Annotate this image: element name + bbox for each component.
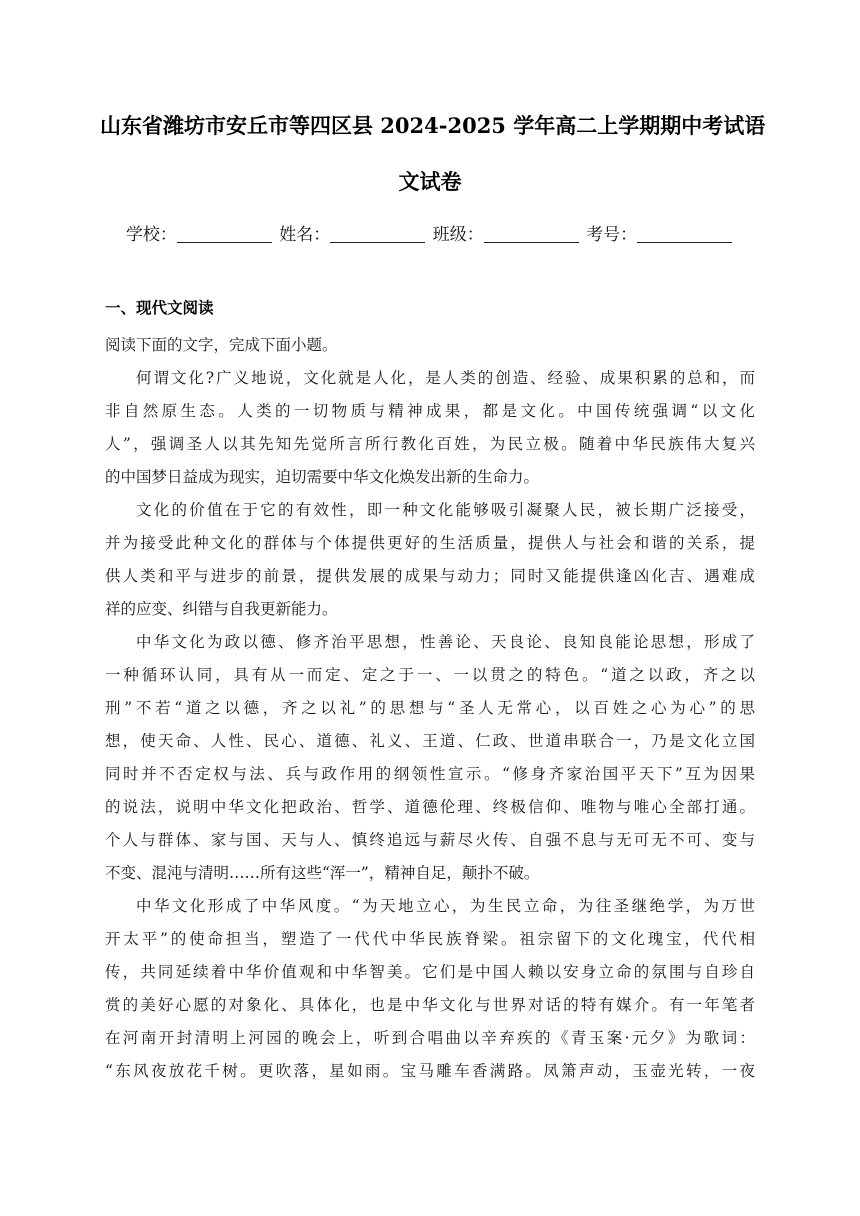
passage-line: 文化的价值在于它的有效性，即一种文化能够吸引凝聚人民，被长期广泛接受， [136, 501, 755, 519]
document-title-line-2: 文试卷 [398, 169, 462, 194]
exam-number-blank[interactable] [637, 226, 732, 243]
name-blank[interactable] [330, 226, 425, 243]
passage-line: 祥的应变、纠错与自我更新能力。 [105, 600, 338, 618]
passage-line: 不变、混沌与清明……所有这些“浑一”，精神自足，颠扑不破。 [105, 864, 540, 882]
passage-line: 供人类和平与进步的前景，提供发展的成果与动力；同时又能提供逢凶化吉、遇难成 [105, 567, 755, 585]
passage-line: 中华文化为政以德、修齐治平思想，性善论、天良论、良知良能论思想，形成了 [136, 633, 755, 651]
passage-line: 人”，强调圣人以其先知先觉所言所行教化百姓，为民立极。随着中华民族伟大复兴 [105, 435, 755, 453]
passage-line: 想，使天命、人性、民心、道德、礼义、王道、仁政、世道串联合一，乃是文化立国 [105, 732, 755, 750]
passage-line: 同时并不否定权与法、兵与政作用的纲领性宣示。“修身齐家治国平天下”互为因果 [105, 765, 755, 783]
passage-line: 的中国梦日益成为现实，迫切需要中华文化焕发出新的生命力。 [105, 468, 540, 486]
reading-passage [105, 329, 755, 1088]
passage-line: 何谓文化?广义地说，文化就是人化，是人类的创造、经验、成果积累的总和，而 [136, 369, 755, 387]
school-label: 学校： [125, 225, 177, 245]
passage-line: 非自然原生态。人类的一切物质与精神成果，都是文化。中国传统强调“以文化 [105, 402, 755, 420]
passage-line: 在河南开封清明上河园的晚会上，听到合唱曲以辛弃疾的《青玉案·元夕》为歌词： [105, 1029, 755, 1047]
passage-line: 个人与群体、家与国、天与人、慎终追远与薪尽火传、自强不息与无可无不可、变与 [105, 831, 755, 849]
instruction-line: 阅读下面的文字，完成下面小题。 [105, 336, 338, 354]
document-title-line-1: 山东省潍坊市安丘市等四区县 2024-2025 学年高二上学期期中考试语 [100, 113, 766, 138]
section-heading: 一、现代文阅读 [105, 299, 214, 317]
passage-line: 传，共同延续着中华价值观和中华智美。它们是中国人赖以安身立命的氛围与自珍自 [105, 963, 755, 981]
passage-line: 刑”不若“道之以德，齐之以礼”的思想与“圣人无常心，以百姓之心为心”的思 [105, 699, 755, 717]
class-blank[interactable] [484, 226, 579, 243]
passage-line: 中华文化形成了中华风度。“为天地立心，为生民立命，为往圣继绝学，为万世 [136, 897, 755, 915]
passage-line: 赏的美好心愿的对象化、具体化，也是中华文化与世界对话的特有媒介。有一年笔者 [105, 996, 755, 1014]
name-label: 姓名： [279, 225, 331, 245]
passage-line: 并为接受此种文化的群体与个体提供更好的生活质量，提供人与社会和谐的关系，提 [105, 534, 755, 552]
passage-line: “东风夜放花千树。更吹落，星如雨。宝马雕车香满路。凤箫声动，玉壶光转，一夜 [105, 1062, 755, 1080]
passage-line: 开太平”的使命担当，塑造了一代代中华民族脊梁。祖宗留下的文化瑰宝，代代相 [105, 930, 755, 948]
passage-line: 的说法，说明中华文化把政治、哲学、道德伦理、终极信仰、唯物与唯心全部打通。 [105, 798, 755, 816]
exam-number-label: 考号： [586, 225, 638, 245]
school-blank[interactable] [177, 226, 272, 243]
student-info-row [0, 220, 860, 245]
class-label: 班级： [432, 225, 484, 245]
passage-line: 一种循环认同，具有从一而定、定之于一、一以贯之的特色。“道之以政，齐之以 [105, 666, 755, 684]
